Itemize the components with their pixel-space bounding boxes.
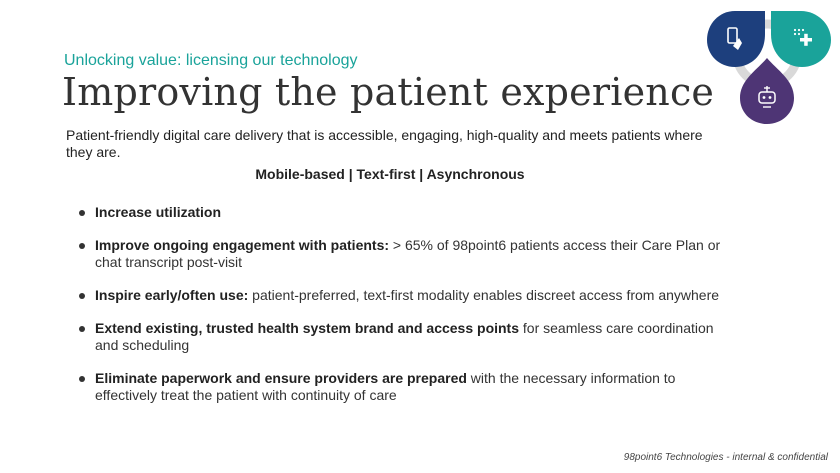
list-item [62, 370, 722, 404]
bullet-text: patient-preferred, text-first modality enables discreet access from anywhere [248, 287, 720, 303]
intro-text: Patient-friendly digital care delivery that is accessible, engaging, high-quality and meets patients where they are. [66, 127, 703, 160]
list-item [62, 320, 722, 354]
robot-chat-icon [740, 58, 794, 124]
footer-confidential: 98point6 Technologies - internal & confidential [623, 452, 828, 463]
bullet-lead: Improve ongoing engagement with patients: [95, 237, 390, 253]
brand-logo [706, 10, 832, 126]
bullet-text: for seamless care coordination and scheduling [95, 320, 714, 353]
bullet-text: > 65% of 98point6 patients access their Care Plan or chat transcript post-visit [95, 237, 721, 270]
medical-cross-icon [771, 11, 831, 67]
bullet-lead: Inspire early/often use: [95, 287, 249, 303]
bullet-list [62, 204, 722, 420]
bullet-lead: Eliminate paperwork and ensure providers are prepared [95, 370, 467, 386]
list-item [62, 237, 722, 271]
bullet-lead: Extend existing, trusted health system brand and access points [95, 320, 520, 336]
bullet-lead: Increase utilization [95, 204, 222, 220]
kicker: Unlocking value: licensing our technology [64, 52, 358, 69]
list-item [62, 287, 722, 304]
phone-hand-icon [707, 11, 765, 67]
list-item [62, 204, 722, 221]
tagline: Mobile-based | Text-first | Asynchronous [255, 166, 525, 182]
logo-drop-navy [707, 11, 765, 67]
page-title: Improving the patient experience [62, 70, 715, 114]
bullet-text: with the necessary information to effectively treat the patient with continuity of care [95, 370, 676, 403]
